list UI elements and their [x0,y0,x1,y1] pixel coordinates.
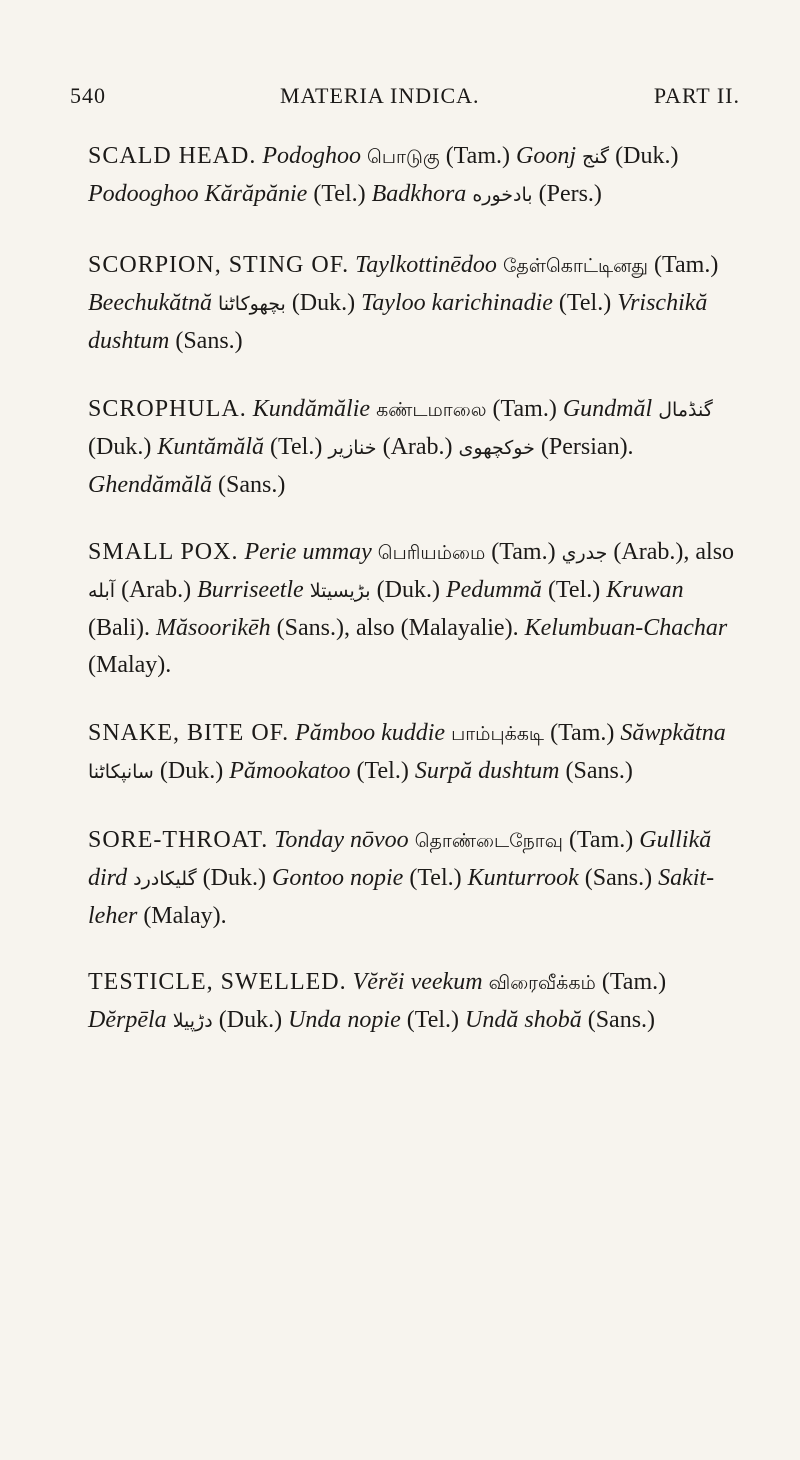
vernacular-script: بچهوکاٹنا [211,293,292,315]
entry-heading: SCROPHULA. [88,396,247,422]
language-label: (Tam.) [445,143,516,169]
language-label: (Arab.), also [613,539,735,565]
part-label: PART II. [653,83,740,108]
language-label: (Persian). [540,434,634,460]
language-label: (Sans.) [559,758,633,784]
vernacular-script: கண்டமாலை [370,399,493,421]
vernacular-script: بڑیسیتلا [303,580,377,602]
transliterated-name: Podooghoo Kărăpănie [88,181,308,207]
page-number: 540 [70,83,106,108]
language-label: (Duk.) [159,758,230,784]
transliterated-name: Taylkottinēdoo [355,252,497,278]
language-label: (Tel.) [400,1007,466,1033]
entry-heading: TESTICLE, SWELLED. [88,969,347,995]
language-label: (Tam.) [654,252,719,278]
language-label: (Duk.) [291,290,362,316]
language-label: (Tel.) [403,865,468,891]
transliterated-name: Podoghoo [262,143,362,169]
vernacular-script: سانپکاٹنا [88,761,160,783]
transliterated-name: Goonj [515,143,576,169]
transliterated-name: Kundămălie [252,396,371,422]
language-label: (Tel.) [552,290,618,316]
language-label: (Tel.) [541,577,607,603]
transliterated-name: Vrischikă dushtum [88,290,708,354]
transliterated-name: Kunturrook [467,865,579,891]
transliterated-name: Surpă dushtum [414,758,560,784]
vernacular-script: விரைவீக்கம் [482,972,602,994]
vernacular-script: گنج [575,146,616,168]
vernacular-script: பெரியம்மை [371,542,492,564]
entry-heading: SORE-THROAT. [88,827,269,853]
vernacular-script: آبله [88,580,122,602]
language-label: (Duk.) [88,434,158,460]
language-label: (Duk.) [615,143,679,169]
entry-testicle-swelled [88,964,738,1040]
transliterated-name: Tonday nōvoo [274,827,409,853]
language-label: (Pers.) [538,181,602,207]
language-label: (Sans.) [578,865,659,891]
transliterated-name: Dĕrpēla [88,1007,167,1033]
transliterated-name: Pămboo kuddie [295,720,446,746]
transliterated-name: Tayloo karichinadie [361,290,553,316]
language-label: (Tam.) [601,969,667,995]
transliterated-name: Gullikă dird [88,827,712,891]
transliterated-name: Undă shobă [465,1007,582,1033]
language-label: (Sans.), also (Malayalie). [270,615,525,641]
language-label: (Malay). [88,652,172,678]
vernacular-script: பொடுகு [361,146,446,168]
vernacular-script: گنڈمال [652,399,713,421]
vernacular-script: گلیکادرد [127,868,203,890]
language-label: (Duk.) [202,865,272,891]
vernacular-script: خنازیر [328,437,383,459]
language-label: (Sans.) [581,1007,656,1033]
entry-heading: SCORPION, STING OF. [88,252,350,278]
transliterated-name: Perie ummay [244,539,372,565]
transliterated-name: Săwpkătna [620,720,726,746]
entry-heading: SCALD HEAD. [88,143,257,169]
vernacular-script: خوکچهوی [458,437,541,459]
entry-scrophula [88,391,738,504]
language-label: (Duk.) [376,577,446,603]
language-label: (Tam.) [491,539,562,565]
transliterated-name: Kelumbuan-Chachar [524,615,728,641]
language-label: (Malay). [137,903,227,929]
transliterated-name: Sakit-leher [88,865,715,929]
language-label: (Sans.) [211,472,286,498]
transliterated-name: Ghendămălă [88,472,212,498]
entry-heading: SNAKE, BITE OF. [88,720,290,746]
running-title: MATERIA INDICA. [280,83,480,108]
language-label: (Bali). [88,615,156,641]
transliterated-name: Vĕrĕi veekum [352,969,483,995]
transliterated-name: Badkhora [371,181,467,207]
entry-small-pox [88,534,738,684]
language-label: (Duk.) [218,1007,289,1033]
entries-list [88,138,738,1071]
vernacular-script: பாம்புக்கடி [445,723,551,745]
transliterated-name: Pămookatoo [229,758,351,784]
vernacular-script: بادخوره [466,184,539,206]
language-label: (Tam.) [568,827,640,853]
language-label: (Arab.) [121,577,198,603]
entry-heading: SMALL POX. [88,539,239,565]
entry-sore-throat [88,822,738,935]
vernacular-script: தேள்கொட்டினது [496,255,655,277]
language-label: (Tel.) [307,181,372,207]
language-label: (Tel.) [350,758,415,784]
entry-scorpion-sting [88,247,738,360]
transliterated-name: Pedummă [445,577,542,603]
vernacular-script: தொண்டைநோவு [408,830,569,852]
running-head [70,83,740,113]
vernacular-script: جدري [561,542,614,564]
entry-scald-head [88,138,738,214]
language-label: (Tam.) [550,720,621,746]
language-label: (Arab.) [382,434,459,460]
transliterated-name: Kuntămălă [157,434,265,460]
entry-snake-bite [88,715,738,791]
transliterated-name: Gundmăl [562,396,653,422]
language-label: (Tel.) [264,434,329,460]
language-label: (Sans.) [169,328,243,354]
transliterated-name: Burriseetle [197,577,304,603]
vernacular-script: دڑپیلا [166,1010,219,1032]
transliterated-name: Gontoo nopie [272,865,404,891]
transliterated-name: Unda nopie [288,1007,401,1033]
transliterated-name: Măsoorikēh [155,615,271,641]
transliterated-name: Kruwan [606,577,684,603]
language-label: (Tam.) [492,396,563,422]
transliterated-name: Beechukătnă [88,290,212,316]
